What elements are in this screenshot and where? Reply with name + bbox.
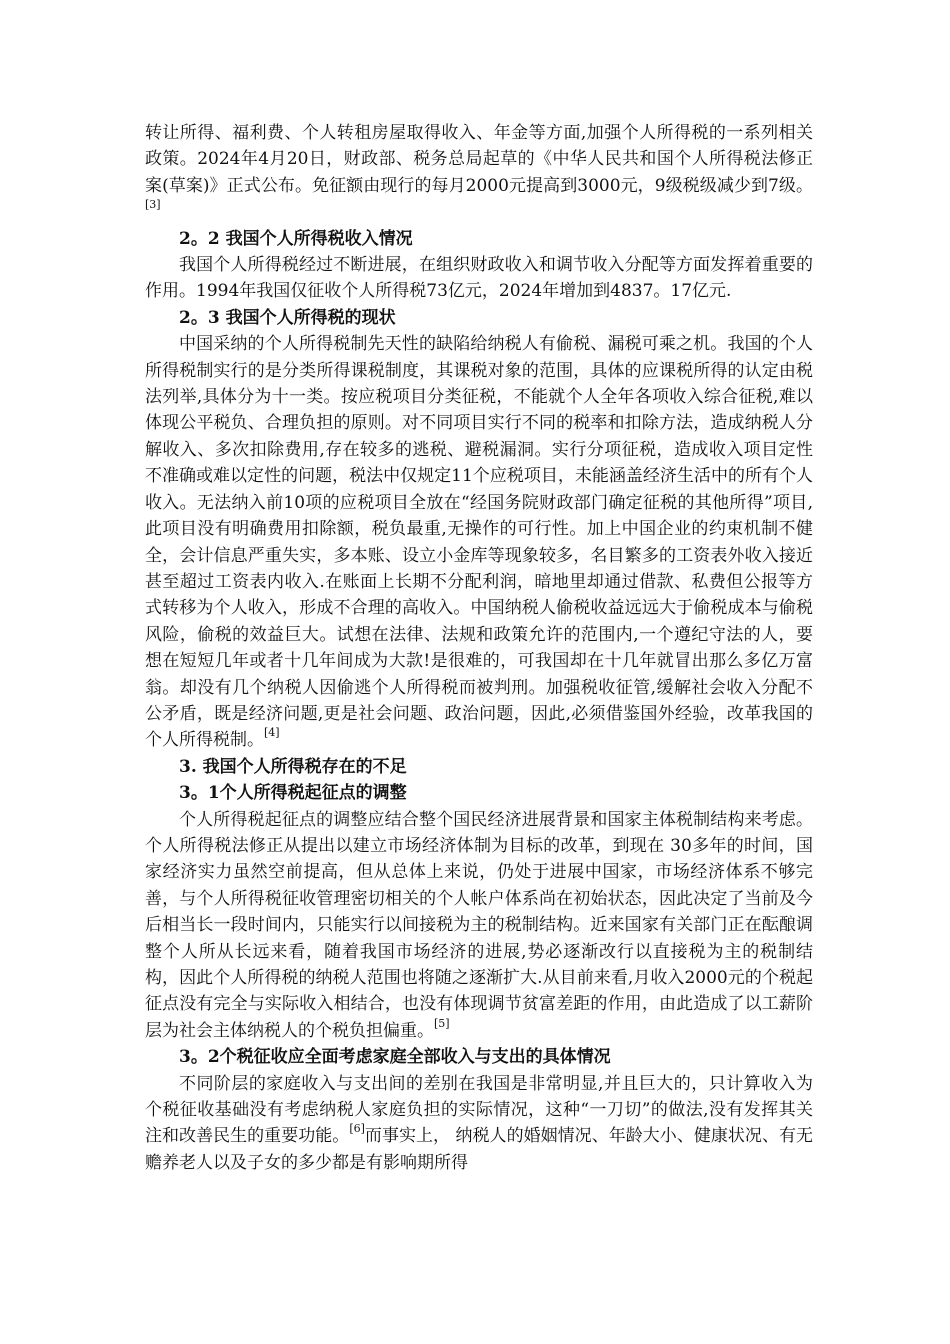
citation-ref: [6] [349,1122,365,1136]
paragraph-household [145,1071,813,1177]
section-heading-3: 3. 我国个人所得税存在的不足 [179,756,407,777]
section-heading-2-3: 2。3 我国个人所得税的现状 [179,307,396,328]
paragraph-text: 中国采纳的个人所得税制先天性的缺陷给纳税人有偷税、漏税可乘之机。我国的个人所得税制实行的是分类所得课税制度，其课税对象的范围，具体的应课税所得的认定由税法列举,具体分为十一类。按应税项目分类征税，不能就个人全年各项收入综合征税,难以体现公平税负、合理负担的原则。对不同项目实行不同的税率和扣除方法，造成纳税人分解收入、多次扣除费用,存在较多的逃税、避税漏洞。实行分项征税，造成收入项目定性不准确或难以定性的问题，税法中仅规定11个应税项目，未能涵盖经济生活中的所有个人收入。无法纳入前10项的应税项目全放在“经国务院财政部门确定征税的其他所得”项目,此项目没有明确费用扣除额，税负最重,无操作的可行性。加上中国企业的约束机制不健全，会计信息严重失实，多本账、设立小金库等现象较多，名目繁多的工资表外收入接近甚至超过工资表内收入.在账面上长期不分配利润，暗地里却通过借款、私费但公报等方式转移为个人收入，形成不合理的高收入。中国纳税人偷税收益远远大于偷税成本与偷税风险，偷税的效益巨大。试想在法律、法规和政策允许的范围内,一个遵纪守法的人，要想在短短几年或者十几年间成为大款!是很难的，可我国却在十几年就冒出那么多亿万富翁。却没有几个纳税人因偷逃个人所得税而被判刑。加强税收征管,缓解社会收入分配不公矛盾，既是经济问题,更是社会问题、政治问题，因此,必须借鉴国外经验，改革我国的个人所得税制。 [145,334,813,751]
paragraph-text: 不同阶层的家庭收入与支出间的差别在我国是非常明显,并且巨大的，只计算收入为个税征收基础没有考虑纳税人家庭负担的实际情况，这种“一刀切”的做法,没有发挥其关注和改善民生的重要功能。 [145,1073,813,1147]
paragraph-threshold [145,807,813,1045]
paragraph-text: 个人所得税起征点的调整应结合整个国民经济进展背景和国家主体税制结构来考虑。个人所得税法修正从提出以建立市场经济体制为目标的改革，到现在 30多年的时间，国家经济实力虽然空前提高，但从总体上来说，仍处于进展中国家，市场经济体系不够完善，与个人所得税征收管理密切相关的个人帐户体系尚在初始状态，因此决定了当前及今后相当长一段时间内，只能实行以间接税为主的税制结构。近来国家有关部门正在酝酿调整个人所从长远来看，随着我国市场经济的进展,势必逐渐改行以直接税为主的税制结构，因此个人所得税的纳税人范围也将随之逐渐扩大.从目前来看,月收入2000元的个税起征点没有完全与实际收入相结合，也没有体现调节贫富差距的作用，由此造成了以工薪阶层为社会主体纳税人的个税负担偏重。 [145,809,813,1041]
citation-ref: [4] [264,726,280,740]
paragraph-text: 转让所得、福利费、个人转租房屋取得收入、年金等方面,加强个人所得税的一系列相关政策。2024年4月20日，财政部、税务总局起草的《中华人民共和国个人所得税法修正案(草案)》正式公布。免征额由现行的每月2000元提高到3000元，9级税级减少到7级。 [145,123,813,196]
paragraph-status [145,331,813,754]
paragraph-text: 而事实上， 纳税人的婚姻情况、年龄大小、健康状况、有无赡养老人以及子女的多少都是有影响期所得 [145,1126,814,1173]
section-heading-3-1: 3。1个人所得税起征点的调整 [179,783,407,804]
document-page [145,120,813,1176]
paragraph-tax-policy [145,120,813,226]
citation-ref: [5] [434,1016,450,1030]
paragraph-revenue: 我国个人所得税经过不断进展，在组织财政收入和调节收入分配等方面发挥着重要的作用。1994年我国仅征收个人所得税73亿元，2024年增加到4837。17亿元. [145,255,813,302]
citation-ref: [3] [145,198,161,212]
section-heading-2-2: 2。2 我国个人所得税收入情况 [179,228,413,249]
section-heading-3-2: 3。2个税征收应全面考虑家庭全部收入与支出的具体情况 [179,1047,611,1068]
